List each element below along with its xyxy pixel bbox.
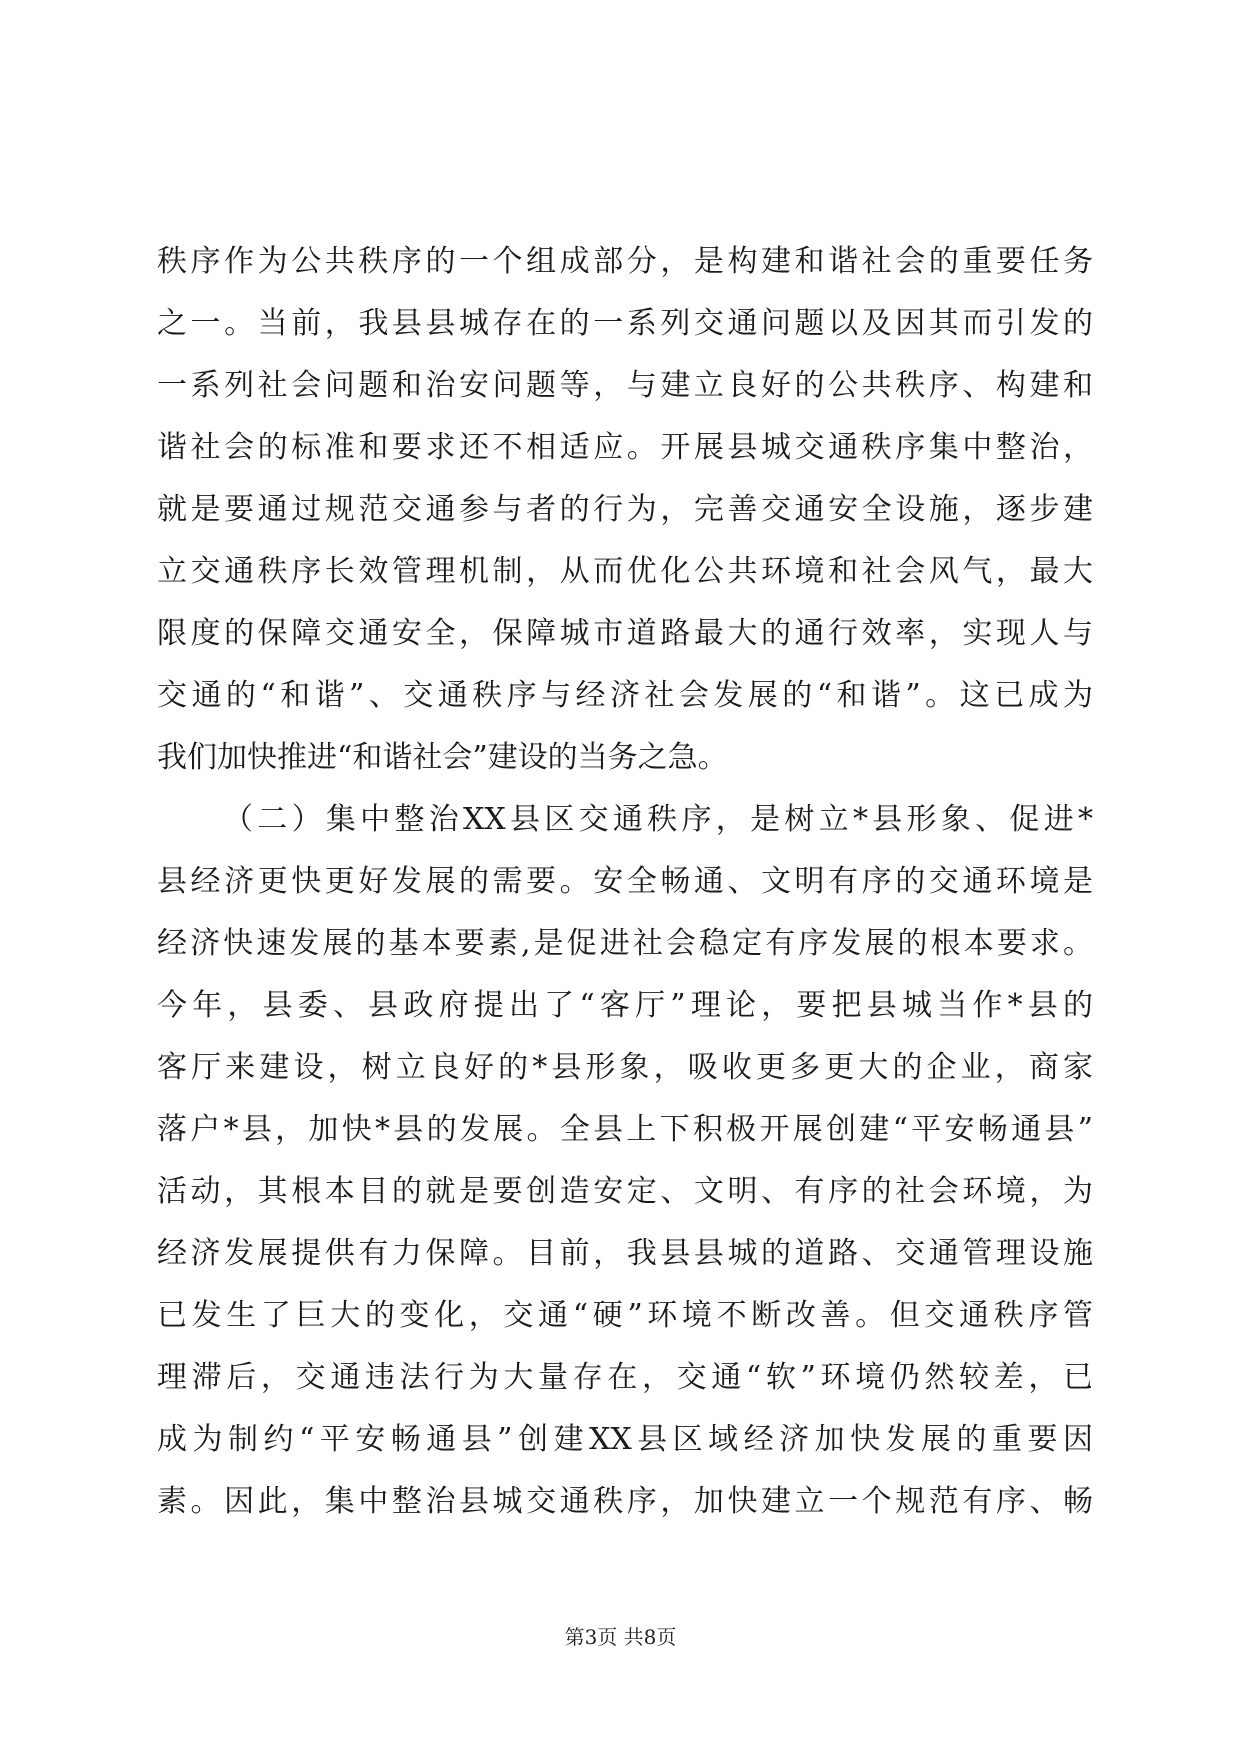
body-text: [157, 231, 1093, 1533]
text-line: 我们加快推进“和谐社会”建设的当务之急。: [157, 740, 728, 775]
page-number: 第3页 共8页: [564, 1625, 677, 1649]
section-heading-line: （二）集中整治XX县区交通秩序，是树立*县形象、促进*: [223, 802, 1093, 837]
text-line: 经济快速发展的基本要素,是促进社会稳定有序发展的根本要求。: [157, 926, 1093, 961]
text-line: 落户*县，加快*县的发展。全县上下积极开展创建“平安畅通县”: [157, 1112, 1093, 1147]
text-line: 成为制约“平安畅通县”创建XX县区域经济加快发展的重要因: [157, 1422, 1093, 1457]
text-line: 立交通秩序长效管理机制，从而优化公共环境和社会风气，最大: [157, 554, 1093, 589]
text-line: 活动，其根本目的就是要创造安定、文明、有序的社会环境，为: [157, 1174, 1093, 1209]
text-line: 素。因此，集中整治县城交通秩序，加快建立一个规范有序、畅: [157, 1484, 1093, 1519]
text-line: 一系列社会问题和治安问题等，与建立良好的公共秩序、构建和: [157, 368, 1093, 403]
text-line: 就是要通过规范交通参与者的行为，完善交通安全设施，逐步建: [157, 492, 1093, 527]
text-line: 之一。当前，我县县城存在的一系列交通问题以及因其而引发的: [157, 306, 1093, 341]
text-line: 今年，县委、县政府提出了“客厅”理论，要把县城当作*县的: [157, 988, 1093, 1023]
text-line: 秩序作为公共秩序的一个组成部分，是构建和谐社会的重要任务: [157, 244, 1093, 279]
text-line: 理滞后，交通违法行为大量存在，交通“软”环境仍然较差，已: [157, 1360, 1093, 1395]
text-line: 经济发展提供有力保障。目前，我县县城的道路、交通管理设施: [157, 1236, 1093, 1271]
text-line: 已发生了巨大的变化，交通“硬”环境不断改善。但交通秩序管: [157, 1298, 1093, 1333]
text-line: 谐社会的标准和要求还不相适应。开展县城交通秩序集中整治，: [157, 430, 1093, 465]
text-line: 交通的“和谐”、交通秩序与经济社会发展的“和谐”。这已成为: [157, 678, 1093, 713]
text-line: 客厅来建设，树立良好的*县形象，吸收更多更大的企业，商家: [157, 1050, 1093, 1085]
text-line: 限度的保障交通安全，保障城市道路最大的通行效率，实现人与: [157, 616, 1093, 651]
text-line: 县经济更快更好发展的需要。安全畅通、文明有序的交通环境是: [157, 864, 1093, 899]
